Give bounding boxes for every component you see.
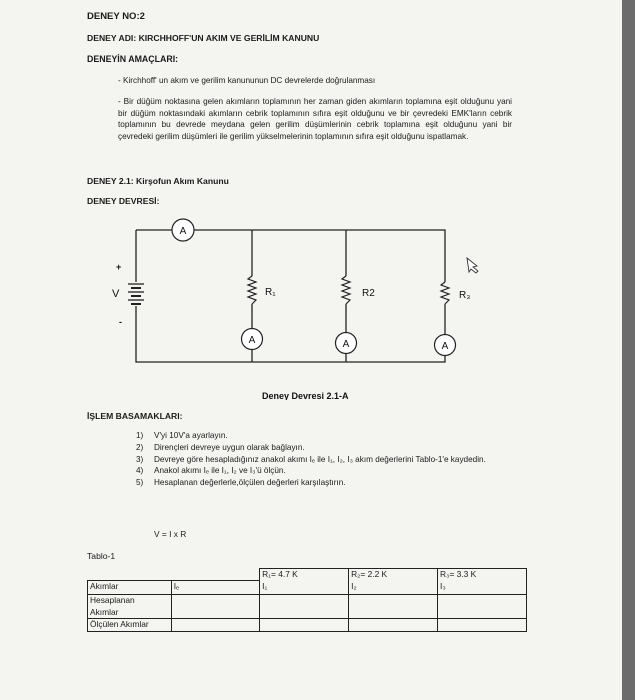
aim-item-2: - Bir düğüm noktasına gelen akımların toplamının her zaman giden akımların toplamına eşit olduğunu yani bir düğüm noktasındaki akımların cebrik toplamının sıfıra eşit olduğunu ve bir çevredeki EMK'ların cebrik toplamının bu devrede meydana gelen gerilim düşümlerinin cebrik toplamına eşit olduğunu yani bir çevredeki gerilim düşümleri ile gerilim yükselmelerinin toplamının sıfıra eşit olduğunu ispatlamak. [118, 97, 512, 141]
mouse-cursor-icon [467, 258, 478, 273]
step-number: 5) [136, 478, 144, 488]
meas-i3-cell [438, 619, 527, 632]
row-label-measured: Ölçülen Akımlar [88, 619, 172, 632]
row-label-calculated-1: Hesaplanan [88, 595, 172, 607]
circuit-title: DENEY DEVRESİ: [87, 196, 160, 206]
calc-it-cell [171, 595, 259, 619]
it-cell: Iₑ [171, 581, 259, 595]
step-text: Devreye göre hesapladığınız anakol akımı Iₑ ile I₁, I₂, I₃ akım değerlerini Tablo-1'e kaydedin. [154, 454, 486, 464]
step-text: Hesaplanan değerlerle,ölçülen değerleri karşılaştırın. [154, 478, 346, 488]
aims-title: DENEYİN AMAÇLARI: [87, 54, 179, 64]
i3-cell: I₃ [438, 581, 527, 595]
step-number: 3) [136, 454, 144, 464]
section-title: DENEY 2.1: Kirşofun Akım Kanunu [87, 176, 229, 186]
r2-label: R2 [362, 288, 375, 299]
r3-label: R₃ [459, 290, 471, 301]
battery-symbol [128, 284, 144, 304]
aim-item-1: - Kirchhoff' un akım ve gerilim kanununun DC devrelerde doğrulanması [118, 76, 376, 85]
meas-i2-cell [349, 619, 438, 632]
experiment-name: DENEY ADI: KIRCHHOFF'UN AKIM VE GERİLİM KANUNU [87, 33, 320, 43]
ammeter-main-label: A [179, 226, 187, 237]
step-text: Anakol akımı Iₑ ile I₁, I₂ ve I₃'ü ölçün. [154, 466, 286, 476]
source-label: V [112, 288, 120, 300]
procedure-title: İŞLEM BASAMAKLARI: [87, 411, 183, 421]
table-caption: Tablo-1 [87, 551, 116, 561]
ammeter-r1-label: A [248, 335, 256, 346]
calc-i1-cell [260, 595, 349, 619]
step-item [136, 430, 526, 442]
step-item [136, 442, 526, 454]
calc-i3-cell [438, 595, 527, 619]
r1-header-cell: R₁= 4.7 K [260, 569, 349, 581]
ohm-formula: V = I x R [154, 529, 187, 539]
ammeter-r3-label: A [441, 341, 449, 352]
results-table [87, 568, 527, 632]
meas-it-cell [171, 619, 259, 632]
step-item [136, 477, 526, 489]
r1-label: R₁ [265, 287, 276, 298]
meas-i1-cell [260, 619, 349, 632]
i1-cell: I₁ [260, 581, 349, 595]
step-text: Dirençleri devreye uygun olarak bağlayın. [154, 442, 305, 452]
resistor-r2-symbol [342, 276, 350, 304]
row-label-currents: Akımlar [88, 581, 172, 595]
r2-header-cell: R₂= 2.2 K [349, 569, 438, 581]
row-label-calculated-2: Akımlar [88, 607, 172, 619]
step-item [136, 454, 514, 466]
step-text: V'yi 10V'a ayarlayın. [154, 431, 228, 440]
circuit-caption: Deney Devresi 2.1-A [262, 391, 349, 400]
circuit-wires [136, 230, 445, 362]
procedure-steps [136, 430, 526, 489]
step-number: 2) [136, 442, 144, 452]
plus-sign: + [116, 262, 122, 272]
minus-sign: - [119, 317, 122, 327]
step-item [136, 465, 526, 477]
r3-header-cell: R₃= 3.3 K [438, 569, 527, 581]
resistor-r3-symbol [441, 282, 449, 304]
step-number: 1) [136, 431, 144, 440]
ammeter-r2-label: A [342, 339, 350, 350]
calc-i2-cell [349, 595, 438, 619]
i2-cell: I₂ [349, 581, 438, 595]
step-number: 4) [136, 466, 144, 476]
experiment-number: DENEY NO:2 [87, 11, 145, 22]
resistor-r1-symbol [248, 276, 256, 304]
